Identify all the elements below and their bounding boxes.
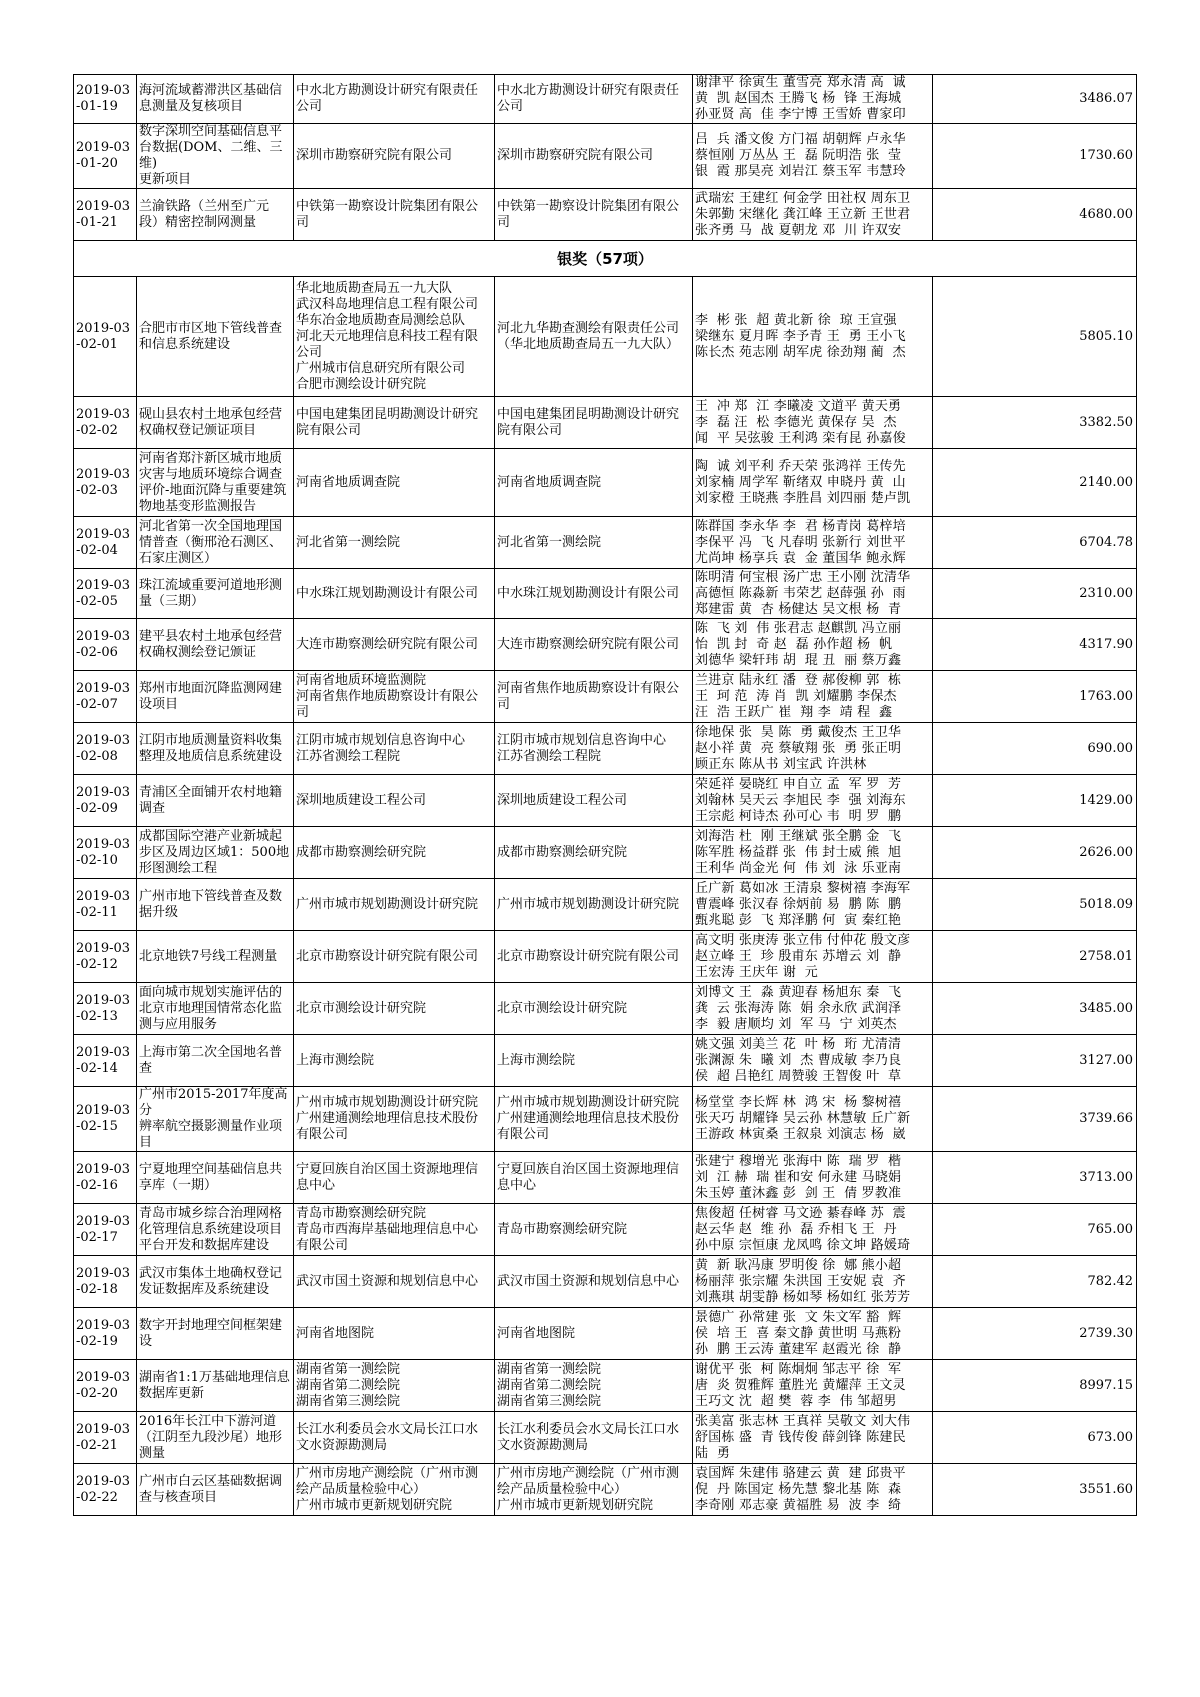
- project-name-cell: 青岛市城乡综合治理网格 化管理信息系统建设项目 平台开发和数据库建设: [137, 1204, 294, 1256]
- completing-unit-cell: 中水北方勘测设计研究有限责任 公司: [294, 75, 495, 124]
- applying-unit-cell: 河南省焦作地质勘察设计有限公司: [495, 671, 693, 723]
- table-row: [74, 1256, 1137, 1308]
- amount-cell: 690.00: [933, 723, 1137, 775]
- applying-unit-cell: 中国电建集团昆明勘测设计研究 院有限公司: [495, 397, 693, 449]
- amount-cell: 3485.00: [933, 983, 1137, 1035]
- personnel-cell: 黄 新 耿冯康 罗明俊 徐 娜 熊小超 杨丽萍 张宗耀 朱洪国 王安妮 袁 齐 刘燕琪 胡雯静 杨如琴 杨如红 张芳芳: [693, 1256, 933, 1308]
- project-name-cell: 合肥市市区地下管线普查 和信息系统建设: [137, 277, 294, 397]
- personnel-cell: 武瑞宏 王建红 何金学 田社权 周东卫 朱郭勤 宋继化 龚江峰 王立新 王世君 张齐勇 马 战 夏朝龙 邓 川 许双安: [693, 189, 933, 241]
- project-name-cell: 青浦区全面铺开农村地籍 调查: [137, 775, 294, 827]
- project-code-cell: 2019-03 -02-15: [74, 1087, 137, 1152]
- completing-unit-cell: 中国电建集团昆明勘测设计研究 院有限公司: [294, 397, 495, 449]
- project-name-cell: 珠江流域重要河道地形测 量（三期）: [137, 569, 294, 619]
- project-name-cell: 上海市第二次全国地名普 查: [137, 1035, 294, 1087]
- project-code-cell: 2019-03 -02-17: [74, 1204, 137, 1256]
- personnel-cell: 陈群国 李永华 李 君 杨青岗 葛梓培 李保平 冯 飞 凡春明 张新行 刘世平 尤尚坤 杨享兵 袁 金 董国华 鲍永辉: [693, 517, 933, 569]
- applying-unit-cell: 湖南省第一测绘院 湖南省第二测绘院 湖南省第三测绘院: [495, 1360, 693, 1412]
- table-row: [74, 931, 1137, 983]
- personnel-cell: 兰进京 陆永红 潘 登 郝俊柳 郭 栋 王 珂 范 涛 肖 凯 刘耀鹏 李保杰 汪 浩 王跃广 崔 翔 李 靖 程 鑫: [693, 671, 933, 723]
- project-name-cell: 北京地铁7号线工程测量: [137, 931, 294, 983]
- project-code-cell: 2019-03 -02-07: [74, 671, 137, 723]
- amount-cell: 765.00: [933, 1204, 1137, 1256]
- completing-unit-cell: 武汉市国土资源和规划信息中心: [294, 1256, 495, 1308]
- table-row: [74, 619, 1137, 671]
- applying-unit-cell: 深圳市勘察研究院有限公司: [495, 124, 693, 189]
- project-code-cell: 2019-03 -02-04: [74, 517, 137, 569]
- project-code-cell: 2019-03 -01-19: [74, 75, 137, 124]
- table-row: [74, 1152, 1137, 1204]
- completing-unit-cell: 河南省地图院: [294, 1308, 495, 1360]
- project-name-cell: 湖南省1:1万基础地理信息 数据库更新: [137, 1360, 294, 1412]
- personnel-cell: 张建宁 穆增光 张海中 陈 瑞 罗 楷 刘 江 赫 瑞 崔和安 何永建 马晓娟 朱玉婷 董沐鑫 彭 剑 王 倩 罗教准: [693, 1152, 933, 1204]
- project-code-cell: 2019-03 -02-19: [74, 1308, 137, 1360]
- project-code-cell: 2019-03 -02-14: [74, 1035, 137, 1087]
- table-row: [74, 124, 1137, 189]
- personnel-cell: 姚文强 刘美兰 花 叶 杨 珩 尤清清 张渊源 朱 曦 刘 杰 曹成敏 李乃良 侯 超 吕艳红 周赞骏 王智俊 叶 草: [693, 1035, 933, 1087]
- project-name-cell: 广州市白云区基础数据调 查与核查项目: [137, 1464, 294, 1516]
- completing-unit-cell: 河南省地质调查院: [294, 449, 495, 517]
- project-name-cell: 数字开封地理空间框架建 设: [137, 1308, 294, 1360]
- section-row: [74, 241, 1137, 277]
- amount-cell: 2310.00: [933, 569, 1137, 619]
- personnel-cell: 谢优平 张 柯 陈炯炯 邹志平 徐 军 唐 炎 贺雅辉 董胜光 黄耀萍 王文灵 王巧文 沈 超 樊 蓉 李 伟 邹超男: [693, 1360, 933, 1412]
- table-row: [74, 277, 1137, 397]
- amount-cell: 3739.66: [933, 1087, 1137, 1152]
- project-code-cell: 2019-03 -02-13: [74, 983, 137, 1035]
- amount-cell: 8997.15: [933, 1360, 1137, 1412]
- table-row: [74, 1087, 1137, 1152]
- completing-unit-cell: 中水珠江规划勘测设计有限公司: [294, 569, 495, 619]
- amount-cell: 2758.01: [933, 931, 1137, 983]
- project-code-cell: 2019-03 -02-03: [74, 449, 137, 517]
- section-title: 银奖（57项）: [74, 241, 1137, 277]
- project-code-cell: 2019-03 -02-16: [74, 1152, 137, 1204]
- applying-unit-cell: 中水珠江规划勘测设计有限公司: [495, 569, 693, 619]
- table-row: [74, 775, 1137, 827]
- project-name-cell: 面向城市规划实施评估的 北京市地理国情常态化监 测与应用服务: [137, 983, 294, 1035]
- project-code-cell: 2019-03 -02-12: [74, 931, 137, 983]
- project-name-cell: 建平县农村土地承包经营 权确权测绘登记颁证: [137, 619, 294, 671]
- project-code-cell: 2019-03 -02-11: [74, 879, 137, 931]
- personnel-cell: 谢津平 徐寅生 董雪亮 郑永清 高 诚 黄 凯 赵国杰 王腾飞 杨 锋 王海城 孙亚贤 高 佳 李宁博 王雪娇 曹家印: [693, 75, 933, 124]
- table-row: [74, 879, 1137, 931]
- completing-unit-cell: 长江水利委员会水文局长江口水 文水资源勘测局: [294, 1412, 495, 1464]
- amount-cell: 5018.09: [933, 879, 1137, 931]
- completing-unit-cell: 深圳地质建设工程公司: [294, 775, 495, 827]
- project-code-cell: 2019-03 -02-22: [74, 1464, 137, 1516]
- personnel-cell: 袁国辉 朱建伟 骆建云 黄 建 邱贵平 倪 丹 陈国定 杨先慧 黎北基 陈 森 李奇刚 邓志豪 黄福胜 易 波 李 绮: [693, 1464, 933, 1516]
- personnel-cell: 杨堂堂 李长辉 林 鸿 宋 杨 黎树禧 张天巧 胡耀锋 吴云孙 林慧敏 丘广新 王游政 林寅桑 王叙泉 刘演志 杨 崴: [693, 1087, 933, 1152]
- amount-cell: 4317.90: [933, 619, 1137, 671]
- personnel-cell: 陶 诚 刘平利 乔天荣 张鸿祥 王传先 刘家楠 周学军 靳绪双 申晓丹 黄 山 刘家橙 王晓燕 李胜昌 刘四丽 楚卢凯: [693, 449, 933, 517]
- project-code-cell: 2019-03 -02-18: [74, 1256, 137, 1308]
- amount-cell: 2739.30: [933, 1308, 1137, 1360]
- amount-cell: 6704.78: [933, 517, 1137, 569]
- amount-cell: 673.00: [933, 1412, 1137, 1464]
- personnel-cell: 陈 飞 刘 伟 张君志 赵麒凯 冯立丽 怡 凯 封 奇 赵 磊 孙作超 杨 帆 刘德华 梁轩玮 胡 琨 丑 丽 蔡万鑫: [693, 619, 933, 671]
- applying-unit-cell: 青岛市勘察测绘研究院: [495, 1204, 693, 1256]
- amount-cell: 3486.07: [933, 75, 1137, 124]
- completing-unit-cell: 湖南省第一测绘院 湖南省第二测绘院 湖南省第三测绘院: [294, 1360, 495, 1412]
- project-code-cell: 2019-03 -02-08: [74, 723, 137, 775]
- applying-unit-cell: 大连市勘察测绘研究院有限公司: [495, 619, 693, 671]
- completing-unit-cell: 成都市勘察测绘研究院: [294, 827, 495, 879]
- project-name-cell: 广州市2015-2017年度高分 辨率航空摄影测量作业项 目: [137, 1087, 294, 1152]
- applying-unit-cell: 北京市勘察设计研究院有限公司: [495, 931, 693, 983]
- table-row: [74, 397, 1137, 449]
- table-row: [74, 827, 1137, 879]
- applying-unit-cell: 河北省第一测绘院: [495, 517, 693, 569]
- project-name-cell: 宁夏地理空间基础信息共 享库（一期）: [137, 1152, 294, 1204]
- amount-cell: 4680.00: [933, 189, 1137, 241]
- personnel-cell: 张美富 张志林 王真祥 吴敬文 刘大伟 舒国栋 盛 青 钱传俊 薛剑锋 陈建民 陆 勇: [693, 1412, 933, 1464]
- personnel-cell: 焦俊超 任树睿 马文逊 綦春峰 苏 震 赵云华 赵 维 孙 磊 乔相飞 王 丹 孙中原 宗恒康 龙凤鸣 徐文坤 路媛琦: [693, 1204, 933, 1256]
- completing-unit-cell: 中铁第一勘察设计院集团有限公 司: [294, 189, 495, 241]
- table-row: [74, 723, 1137, 775]
- personnel-cell: 陈明清 何宝根 汤广忠 王小刚 沈清华 高德恒 陈淼新 韦荣艺 赵薛强 孙 雨 郑建雷 黄 杏 杨健达 吴文根 杨 青: [693, 569, 933, 619]
- project-name-cell: 砚山县农村土地承包经营 权确权登记颁证项目: [137, 397, 294, 449]
- completing-unit-cell: 广州市城市规划勘测设计研究院: [294, 879, 495, 931]
- personnel-cell: 吕 兵 潘文俊 方门福 胡朝辉 卢永华 蔡恒刚 万丛丛 王 磊 阮明浩 张 莹 银 霞 那昊亮 刘岩江 蔡玉军 韦慧玲: [693, 124, 933, 189]
- applying-unit-cell: 成都市勘察测绘研究院: [495, 827, 693, 879]
- personnel-cell: 丘广新 葛如冰 王清泉 黎树禧 李海军 曹震峰 张汉春 徐炳前 易 鹏 陈 鹏 甄兆聪 彭 飞 郑泽鹏 何 寅 秦红艳: [693, 879, 933, 931]
- project-code-cell: 2019-03 -02-21: [74, 1412, 137, 1464]
- awards-table-body: [74, 75, 1137, 1516]
- table-row: [74, 671, 1137, 723]
- personnel-cell: 刘海浩 杜 刚 王继斌 张全鹏 金 飞 陈军胜 杨益群 张 伟 封士威 熊 旭 王利华 尚金光 何 伟 刘 泳 乐亚南: [693, 827, 933, 879]
- completing-unit-cell: 北京市勘察设计研究院有限公司: [294, 931, 495, 983]
- table-row: [74, 449, 1137, 517]
- amount-cell: 2626.00: [933, 827, 1137, 879]
- project-name-cell: 成都国际空港产业新城起 步区及周边区域1：500地 形图测绘工程: [137, 827, 294, 879]
- completing-unit-cell: 宁夏回族自治区国土资源地理信 息中心: [294, 1152, 495, 1204]
- project-name-cell: 数字深圳空间基础信息平 台数据(DOM、二维、三维) 更新项目: [137, 124, 294, 189]
- project-name-cell: 2016年长江中下游河道 （江阴至九段沙尾）地形 测量: [137, 1412, 294, 1464]
- table-row: [74, 1308, 1137, 1360]
- completing-unit-cell: 大连市勘察测绘研究院有限公司: [294, 619, 495, 671]
- applying-unit-cell: 河南省地图院: [495, 1308, 693, 1360]
- project-code-cell: 2019-03 -01-21: [74, 189, 137, 241]
- applying-unit-cell: 武汉市国土资源和规划信息中心: [495, 1256, 693, 1308]
- completing-unit-cell: 华北地质勘查局五一九大队 武汉科岛地理信息工程有限公司 华东冶金地质勘查局测绘总队 河北天元地理信息科技工程有限 公司 广州城市信息研究所有限公司 合肥市测绘设计研究院: [294, 277, 495, 397]
- applying-unit-cell: 广州市城市规划勘测设计研究院: [495, 879, 693, 931]
- completing-unit-cell: 江阴市城市规划信息咨询中心 江苏省测绘工程院: [294, 723, 495, 775]
- amount-cell: 1429.00: [933, 775, 1137, 827]
- applying-unit-cell: 江阴市城市规划信息咨询中心 江苏省测绘工程院: [495, 723, 693, 775]
- amount-cell: 782.42: [933, 1256, 1137, 1308]
- completing-unit-cell: 河南省地质环境监测院 河南省焦作地质勘察设计有限公 司: [294, 671, 495, 723]
- project-name-cell: 郑州市地面沉降监测网建 设项目: [137, 671, 294, 723]
- applying-unit-cell: 深圳地质建设工程公司: [495, 775, 693, 827]
- applying-unit-cell: 长江水利委员会水文局长江口水 文水资源勘测局: [495, 1412, 693, 1464]
- amount-cell: 3382.50: [933, 397, 1137, 449]
- personnel-cell: 高文明 张庚涛 张立伟 付仲花 殷文彦 赵立峰 王 珍 殷甫东 苏增云 刘 静 王宏涛 王庆年 谢 元: [693, 931, 933, 983]
- personnel-cell: 李 彬 张 超 黄北新 徐 琼 王宣强 梁继东 夏月晖 李予青 王 勇 王小飞 陈长杰 苑志刚 胡军虎 徐劲翔 蔺 杰: [693, 277, 933, 397]
- table-row: [74, 1412, 1137, 1464]
- applying-unit-cell: 广州市房地产测绘院（广州市测 绘产品质量检验中心） 广州市城市更新规划研究院: [495, 1464, 693, 1516]
- project-code-cell: 2019-03 -02-10: [74, 827, 137, 879]
- project-name-cell: 广州市地下管线普查及数 据升级: [137, 879, 294, 931]
- completing-unit-cell: 广州市城市规划勘测设计研究院 广州建通测绘地理信息技术股份 有限公司: [294, 1087, 495, 1152]
- project-name-cell: 武汉市集体土地确权登记 发证数据库及系统建设: [137, 1256, 294, 1308]
- applying-unit-cell: 上海市测绘院: [495, 1035, 693, 1087]
- personnel-cell: 徐地保 张 昊 陈 勇 戴俊杰 王卫华 赵小祥 黄 亮 蔡敏翔 张 勇 张正明 顾正东 陈从书 刘宝武 许洪林: [693, 723, 933, 775]
- table-row: [74, 983, 1137, 1035]
- completing-unit-cell: 广州市房地产测绘院（广州市测 绘产品质量检验中心） 广州市城市更新规划研究院: [294, 1464, 495, 1516]
- awards-table: [73, 74, 1137, 1516]
- project-code-cell: 2019-03 -02-09: [74, 775, 137, 827]
- project-code-cell: 2019-03 -02-02: [74, 397, 137, 449]
- amount-cell: 3551.60: [933, 1464, 1137, 1516]
- applying-unit-cell: 河南省地质调查院: [495, 449, 693, 517]
- applying-unit-cell: 北京市测绘设计研究院: [495, 983, 693, 1035]
- amount-cell: 2140.00: [933, 449, 1137, 517]
- project-name-cell: 海河流域蓄滞洪区基础信 息测量及复核项目: [137, 75, 294, 124]
- personnel-cell: 荣延祥 晏晓红 申自立 孟 军 罗 芳 刘翰林 吴天云 李旭民 李 强 刘海东 王宗彪 柯诗杰 孙可心 韦 明 罗 鹏: [693, 775, 933, 827]
- table-row: [74, 517, 1137, 569]
- applying-unit-cell: 中铁第一勘察设计院集团有限公 司: [495, 189, 693, 241]
- amount-cell: 5805.10: [933, 277, 1137, 397]
- applying-unit-cell: 河北九华勘查测绘有限责任公司 （华北地质勘查局五一九大队）: [495, 277, 693, 397]
- table-row: [74, 569, 1137, 619]
- applying-unit-cell: 广州市城市规划勘测设计研究院 广州建通测绘地理信息技术股份 有限公司: [495, 1087, 693, 1152]
- completing-unit-cell: 青岛市勘察测绘研究院 青岛市西海岸基础地理信息中心 有限公司: [294, 1204, 495, 1256]
- completing-unit-cell: 深圳市勘察研究院有限公司: [294, 124, 495, 189]
- table-row: [74, 75, 1137, 124]
- project-name-cell: 河南省郑汴新区城市地质 灾害与地质环境综合调查 评价-地面沉降与重要建筑 物地基变形监测报告: [137, 449, 294, 517]
- table-row: [74, 1360, 1137, 1412]
- project-code-cell: 2019-03 -02-06: [74, 619, 137, 671]
- personnel-cell: 景德广 孙常建 张 文 朱文军 豁 辉 侯 培 王 喜 秦文静 黄世明 马燕粉 孙 鹏 王云涛 董建军 赵霞光 徐 静: [693, 1308, 933, 1360]
- personnel-cell: 刘博文 王 淼 黄迎春 杨旭东 秦 飞 龚 云 张海涛 陈 娟 余永欣 武润泽 李 毅 唐顺均 刘 军 马 宁 刘英杰: [693, 983, 933, 1035]
- project-name-cell: 河北省第一次全国地理国 情普查（衡邢沧石测区、 石家庄测区）: [137, 517, 294, 569]
- project-code-cell: 2019-03 -02-05: [74, 569, 137, 619]
- amount-cell: 3713.00: [933, 1152, 1137, 1204]
- applying-unit-cell: 宁夏回族自治区国土资源地理信 息中心: [495, 1152, 693, 1204]
- completing-unit-cell: 上海市测绘院: [294, 1035, 495, 1087]
- project-name-cell: 江阴市地质测量资料收集 整理及地质信息系统建设: [137, 723, 294, 775]
- applying-unit-cell: 中水北方勘测设计研究有限责任 公司: [495, 75, 693, 124]
- table-row: [74, 1204, 1137, 1256]
- project-code-cell: 2019-03 -02-01: [74, 277, 137, 397]
- completing-unit-cell: 河北省第一测绘院: [294, 517, 495, 569]
- project-code-cell: 2019-03 -02-20: [74, 1360, 137, 1412]
- amount-cell: 3127.00: [933, 1035, 1137, 1087]
- amount-cell: 1763.00: [933, 671, 1137, 723]
- table-row: [74, 189, 1137, 241]
- table-row: [74, 1035, 1137, 1087]
- completing-unit-cell: 北京市测绘设计研究院: [294, 983, 495, 1035]
- amount-cell: 1730.60: [933, 124, 1137, 189]
- table-row: [74, 1464, 1137, 1516]
- project-name-cell: 兰渝铁路（兰州至广元 段）精密控制网测量: [137, 189, 294, 241]
- project-code-cell: 2019-03 -01-20: [74, 124, 137, 189]
- personnel-cell: 王 冲 郑 江 李曦凌 文道平 黄天勇 李 磊 汪 松 李德光 黄保存 吴 杰 闻 平 吴弦骏 王利鸿 栾有昆 孙嘉俊: [693, 397, 933, 449]
